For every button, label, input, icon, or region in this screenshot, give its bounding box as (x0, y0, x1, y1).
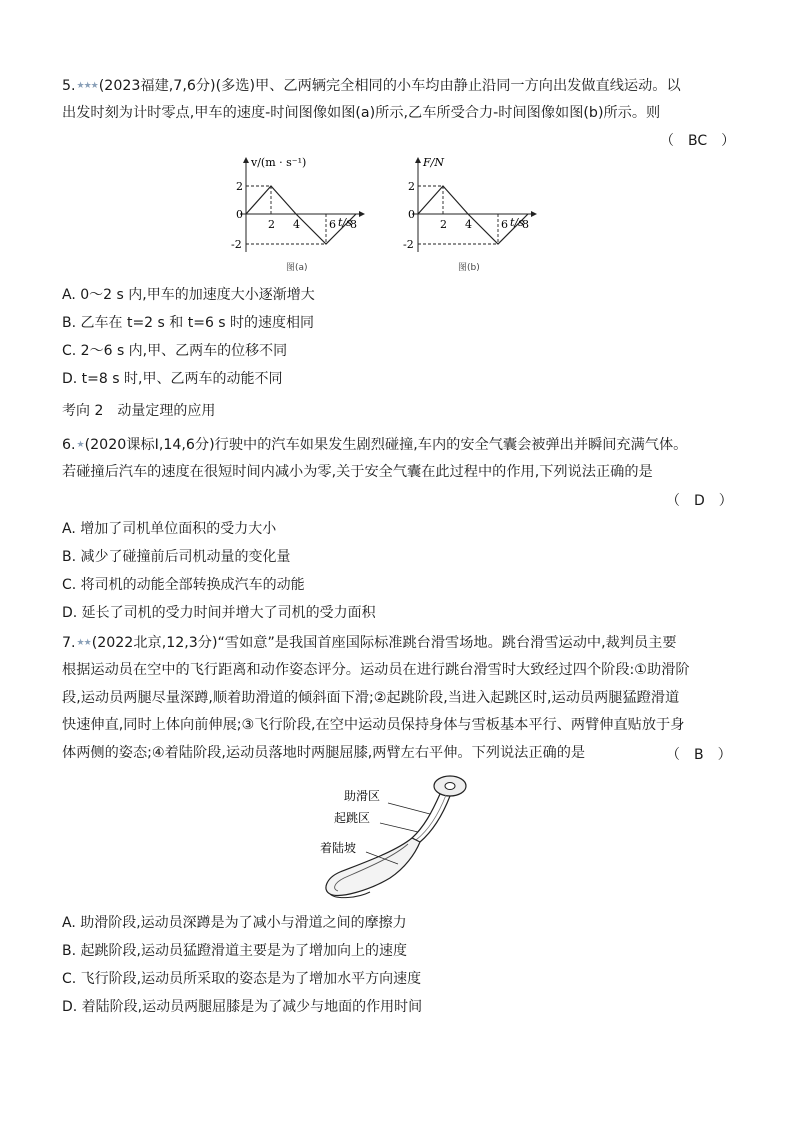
graph-b-xlabel: t/s (510, 216, 524, 229)
q6-answer: （ D ） (666, 493, 733, 509)
q5-number: 5. (62, 78, 76, 94)
graph-a-origin: 0 (236, 208, 243, 221)
q7-option-d: D. 着陆阶段,运动员两腿屈膝是为了减少与地面的作用时间 (62, 999, 423, 1015)
q6-option-b: B. 减少了碰撞前后司机动量的变化量 (62, 549, 291, 565)
q5-stem-2: 出发时刻为计时零点,甲车的速度-时间图像如图(a)所示,乙车所受合力-时间图像如图(b)所示。则 (62, 105, 661, 121)
q7-number: 7. (62, 635, 76, 651)
graph-a-ytick: 2 (236, 180, 243, 193)
graph-a (226, 152, 386, 274)
q5-stem-1: (2023福建,7,6分)(多选)甲、乙两辆完全相同的小车均由静止沿同一方向出发做直线运动。以 (98, 78, 681, 94)
graph-a-ytick: -2 (231, 238, 242, 251)
q6-stem-2: 若碰撞后汽车的速度在很短时间内减小为零,关于安全气囊在此过程中的作用,下列说法正确的是 (62, 464, 653, 480)
graph-b-xtick: 8 (522, 218, 529, 231)
graph-a-curve (246, 186, 356, 244)
graph-b-xtick: 2 (440, 218, 447, 231)
q5-option-c: C. 2～6 s 内,甲、乙两车的位移不同 (62, 343, 288, 359)
graph-a-xtick: 6 (329, 218, 336, 231)
graph-a-caption: 图(a) (286, 263, 308, 273)
graph-b (392, 152, 552, 274)
q6-number: 6. (62, 437, 76, 453)
q7-line1 (62, 633, 677, 653)
q7-stem-3: 段,运动员两腿尽量深蹲,顺着助滑道的倾斜面下滑;②起跳阶段,当进入起跳区时,运动员两腿猛蹬滑道 (62, 690, 680, 706)
q6-option-d: D. 延长了司机的受力时间并增大了司机的受力面积 (62, 605, 376, 621)
graph-b-ylabel: F/N (423, 156, 444, 169)
section-heading: 考向 2 动量定理的应用 (62, 403, 216, 419)
q6-line1 (62, 435, 687, 455)
q5-line1 (62, 76, 681, 96)
q7-option-c: C. 飞行阶段,运动员所采取的姿态是为了增加水平方向速度 (62, 971, 422, 987)
graph-b-xtick: 4 (465, 218, 472, 231)
q7-stem-2: 根据运动员在空中的飞行距离和动作姿态评分。运动员在进行跳台滑雪时大致经过四个阶段:①助滑阶 (62, 662, 690, 678)
graph-b-caption: 图(b) (458, 263, 480, 273)
q7-option-b: B. 起跳阶段,运动员猛蹬滑道主要是为了增加向上的速度 (62, 943, 407, 959)
graph-b-curve (418, 186, 528, 244)
label-zhuolu: 着陆坡 (320, 841, 357, 855)
q5-answer: （ BC ） (660, 133, 736, 149)
ski-jump-figure (300, 772, 480, 904)
q5-option-d: D. t=8 s 时,甲、乙两车的动能不同 (62, 371, 283, 387)
label-zhuhua: 助滑区 (344, 789, 381, 803)
q7-stem-1: (2022北京,12,3分)“雪如意”是我国首座国际标准跳台滑雪场地。跳台滑雪运动中,裁判员主要 (91, 635, 677, 651)
label-qitiao: 起跳区 (334, 811, 371, 825)
q7-answer: （ B ） (666, 747, 732, 763)
q5-option-b: B. 乙车在 t=2 s 和 t=6 s 时的速度相同 (62, 315, 315, 331)
q7-option-a: A. 助滑阶段,运动员深蹲是为了减小与滑道之间的摩擦力 (62, 915, 407, 931)
difficulty-stars-icon: ★★★ (76, 81, 98, 91)
q6-option-a: A. 增加了司机单位面积的受力大小 (62, 521, 277, 537)
q6-stem-1: (2020课标Ⅰ,14,6分)行驶中的汽车如果发生剧烈碰撞,车内的安全气囊会被弹出并瞬间充满气体。 (84, 437, 688, 453)
q7-stem-5: 体两侧的姿态;④着陆阶段,运动员落地时两腿屈膝,两臂左右平伸。下列说法正确的是 (62, 745, 586, 761)
difficulty-stars-icon: ★ (76, 440, 84, 450)
graph-b-xtick: 6 (501, 218, 508, 231)
graph-a-xtick: 2 (268, 218, 275, 231)
difficulty-stars-icon: ★★ (76, 638, 91, 648)
q6-option-c: C. 将司机的动能全部转换成汽车的动能 (62, 577, 305, 593)
graph-a-xtick: 4 (293, 218, 300, 231)
q7-stem-4: 快速伸直,同时上体向前伸展;③飞行阶段,在空中运动员保持身体与雪板基本平行、两臂伸直贴放于身 (62, 717, 685, 733)
graph-a-xtick: 8 (350, 218, 357, 231)
graph-b-origin: 0 (408, 208, 415, 221)
q5-option-a: A. 0～2 s 内,甲车的加速度大小逐渐增大 (62, 287, 315, 303)
graph-a-ylabel: v/(m · s⁻¹) (251, 156, 307, 169)
graph-a-xlabel: t/s (338, 216, 352, 229)
graph-b-ytick: 2 (408, 180, 415, 193)
graph-b-ytick: -2 (403, 238, 414, 251)
